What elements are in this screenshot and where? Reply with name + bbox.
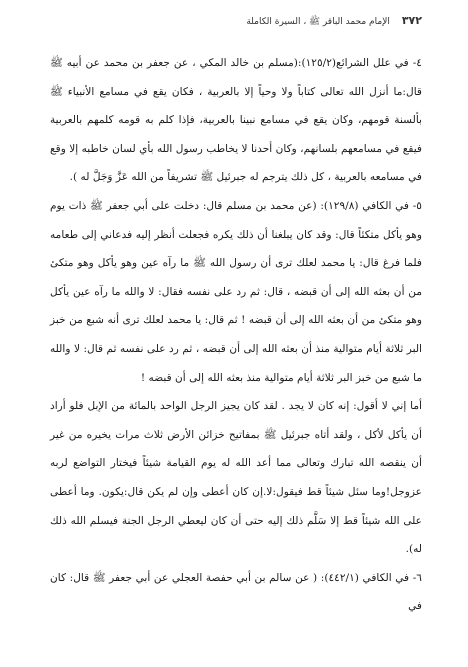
paragraph-hadith-6: ٦- في الكافي (٤٤٢/١): ( عن سالم بن أبي حفصة العجلي عن أبي جعفر ﷺ قال: كان في: [50, 571, 422, 613]
paragraph-hadith-5: ٥- في الكافي (١٢٩/٨): (عن محمد بن مسلم قال: دخلت على أبي جعفر ﷺ ذات يوم وهو يأكل متكئاً قال: وقد كان يبلغنا أن ذلك يكره فجعلت أنظر إليه فدعاني إلى طعامه فلما فرغ قال: يا محمد لعلك ترى أن رسول الله ﷺ ما رآه عين وهو يأكل وهو متكئ من أن بعثه الله إلى أن قبضه ، قال: ثم رد على نفسه فقال: لا والله ما رآه عين يأكل وهو متكئ من أن بعثه الله إلى أن قبضه ! ثم قال: يا محمد لعلك ترى أنه شبع من خبز البر ثلاثة أيام متوالية منذ أن بعثه الله إلى أن قبضه ، ثم رد على نفسه ثم قال: لا والله ما شبع من خبز البر ثلاثة أيام متوالية منذ بعثه الله إلى أن قبضه !: [50, 199, 422, 384]
body-text: [50, 49, 422, 621]
paragraph-hadith-5-continued: أما إني لا أقول: إنه كان لا يجد . لقد كان يجيز الرجل الواحد بالمائة من الإبل فلو أراد أن يأكل لأكل ، ولقد أتاه جبرئيل ﷺ بمفاتيح خزائن الأرض ثلاث مرات يخيره من غير أن ينقصه الله تبارك وتعالى مما أعد الله له يوم القيامة شيئاً فيختار التواضع لربه عزوجل!وما سئل شيئاً قط فيقول:لا.إن كان أعطى وإن لم يكن قال:يكون. وما أعطى على الله شيئاً قط إلا سَلَّم ذلك إليه حتى أن كان ليعطي الرجل الجنة فيسلم الله ذلك له).: [50, 400, 422, 556]
page-number: ٣٧٢: [401, 14, 422, 27]
book-page: [50, 14, 422, 657]
running-header-title: الإمام محمد الباقر ﷺ ، السيرة الكاملة: [246, 17, 390, 27]
paragraph-hadith-4: ٤- في علل الشرائع(١٢٥/٢):(مسلم بن خالد المكي ، عن جعفر بن محمد عن أبيه ﷺ قال:ما أنزل الله تعالى كتاباً ولا وحياً إلا بالعربية ، فكان يقع في مسامع الأنبياء ﷺ بألسنة قومهم، وكان يقع في مسامع نبينا بالعربية، فإذا كلم به قومه كلمهم بالعربية فيقع في مسامعهم بلسانهم، وكان أحدنا لا يخاطب رسول الله بأي لسان خاطبه إلا وقع في مسامعه بالعربية ، كل ذلك يترجم له جبرئيل ﷺ تشريفاً من الله عَزَّ وَجَلَّ له ).: [50, 57, 422, 184]
running-header: [50, 14, 422, 29]
